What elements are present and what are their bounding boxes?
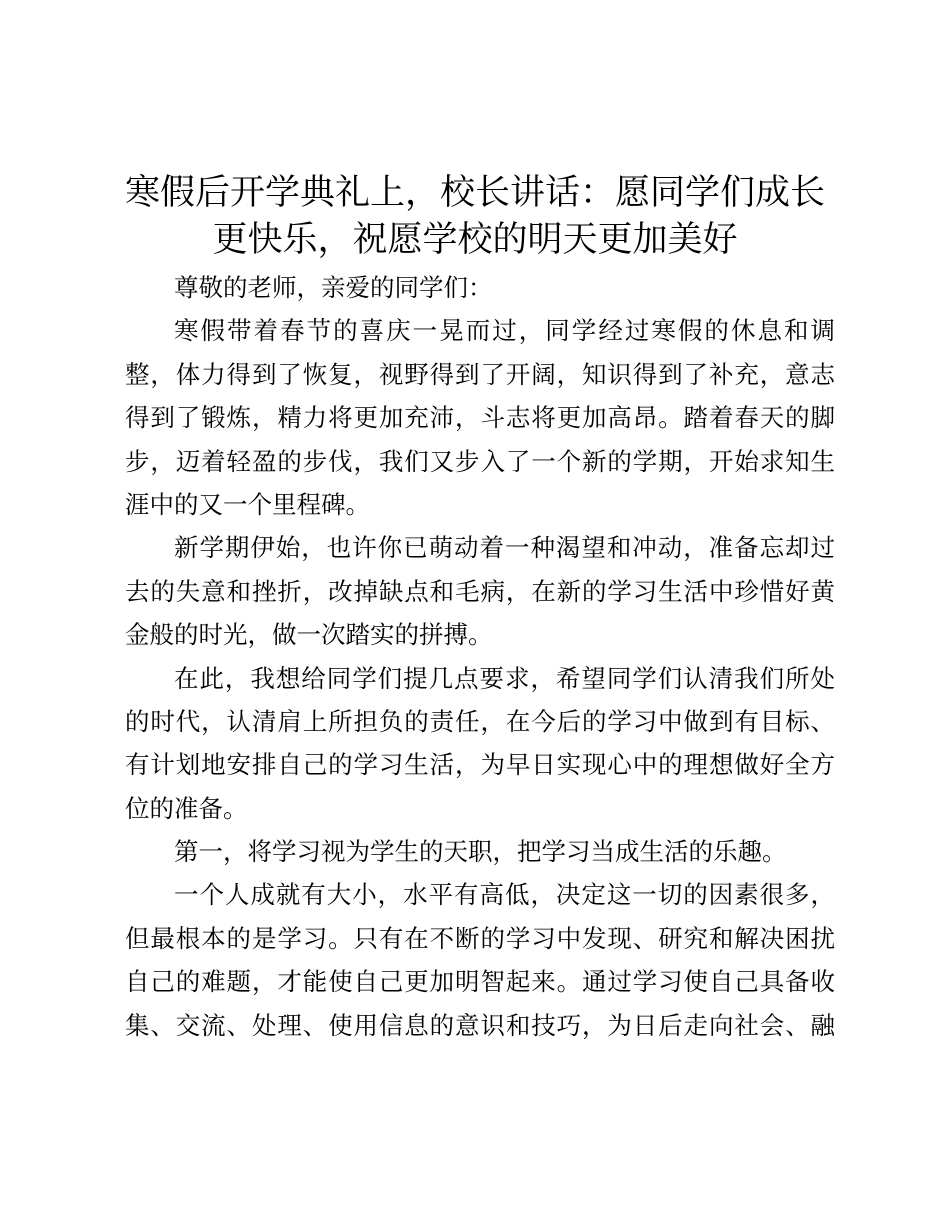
text-line: 寒假带着春节的喜庆一晃而过，同学经过寒假的休息和调 xyxy=(174,316,835,346)
text-line: 新学期伊始，也许你已萌动着一种渴望和冲动，准备忘却过 xyxy=(174,533,835,563)
text-line: 的时代，认清肩上所担负的责任，在今后的学习中做到有目标、 xyxy=(125,706,835,736)
text-line: 金般的时光，做一次踏实的拼搏。 xyxy=(125,620,493,650)
text-line: 自己的难题，才能使自己更加明智起来。通过学习使自己具备收 xyxy=(125,967,835,997)
section-heading-line: 第一，将学习视为学生的天职，把学习当成生活的乐趣。 xyxy=(174,837,787,867)
text-line: 有计划地安排自己的学习生活，为早日实现心中的理想做好全方 xyxy=(125,750,835,780)
text-line: 位的准备。 xyxy=(125,793,248,823)
text-line: 得到了锻炼，精力将更加充沛，斗志将更加高昂。踏着春天的脚 xyxy=(125,403,835,433)
text-line: 一个人成就有大小，水平有高低，决定这一切的因素很多， xyxy=(174,880,835,910)
salutation-line: 尊敬的老师，亲爱的同学们： xyxy=(174,273,493,302)
text-line: 涯中的又一个里程碑。 xyxy=(125,489,370,519)
page-title-line-2: 更快乐，祝愿学校的明天更加美好 xyxy=(212,220,738,260)
text-line: 整，体力得到了恢复，视野得到了开阔，知识得到了补充，意志 xyxy=(125,359,835,389)
text-line: 步，迈着轻盈的步伐，我们又步入了一个新的学期，开始求知生 xyxy=(125,446,835,476)
text-line: 去的失意和挫折，改掉缺点和毛病，在新的学习生活中珍惜好黄 xyxy=(125,576,835,606)
page-title-line-1: 寒假后开学典礼上，校长讲话：愿同学们成长 xyxy=(124,173,825,213)
text-line: 集、交流、处理、使用信息的意识和技巧，为日后走向社会、融 xyxy=(125,1010,835,1040)
text-line: 但最根本的是学习。只有在不断的学习中发现、研究和解决困扰 xyxy=(125,923,835,953)
text-line: 在此，我想给同学们提几点要求，希望同学们认清我们所处 xyxy=(174,663,835,693)
document-body xyxy=(125,266,835,1047)
